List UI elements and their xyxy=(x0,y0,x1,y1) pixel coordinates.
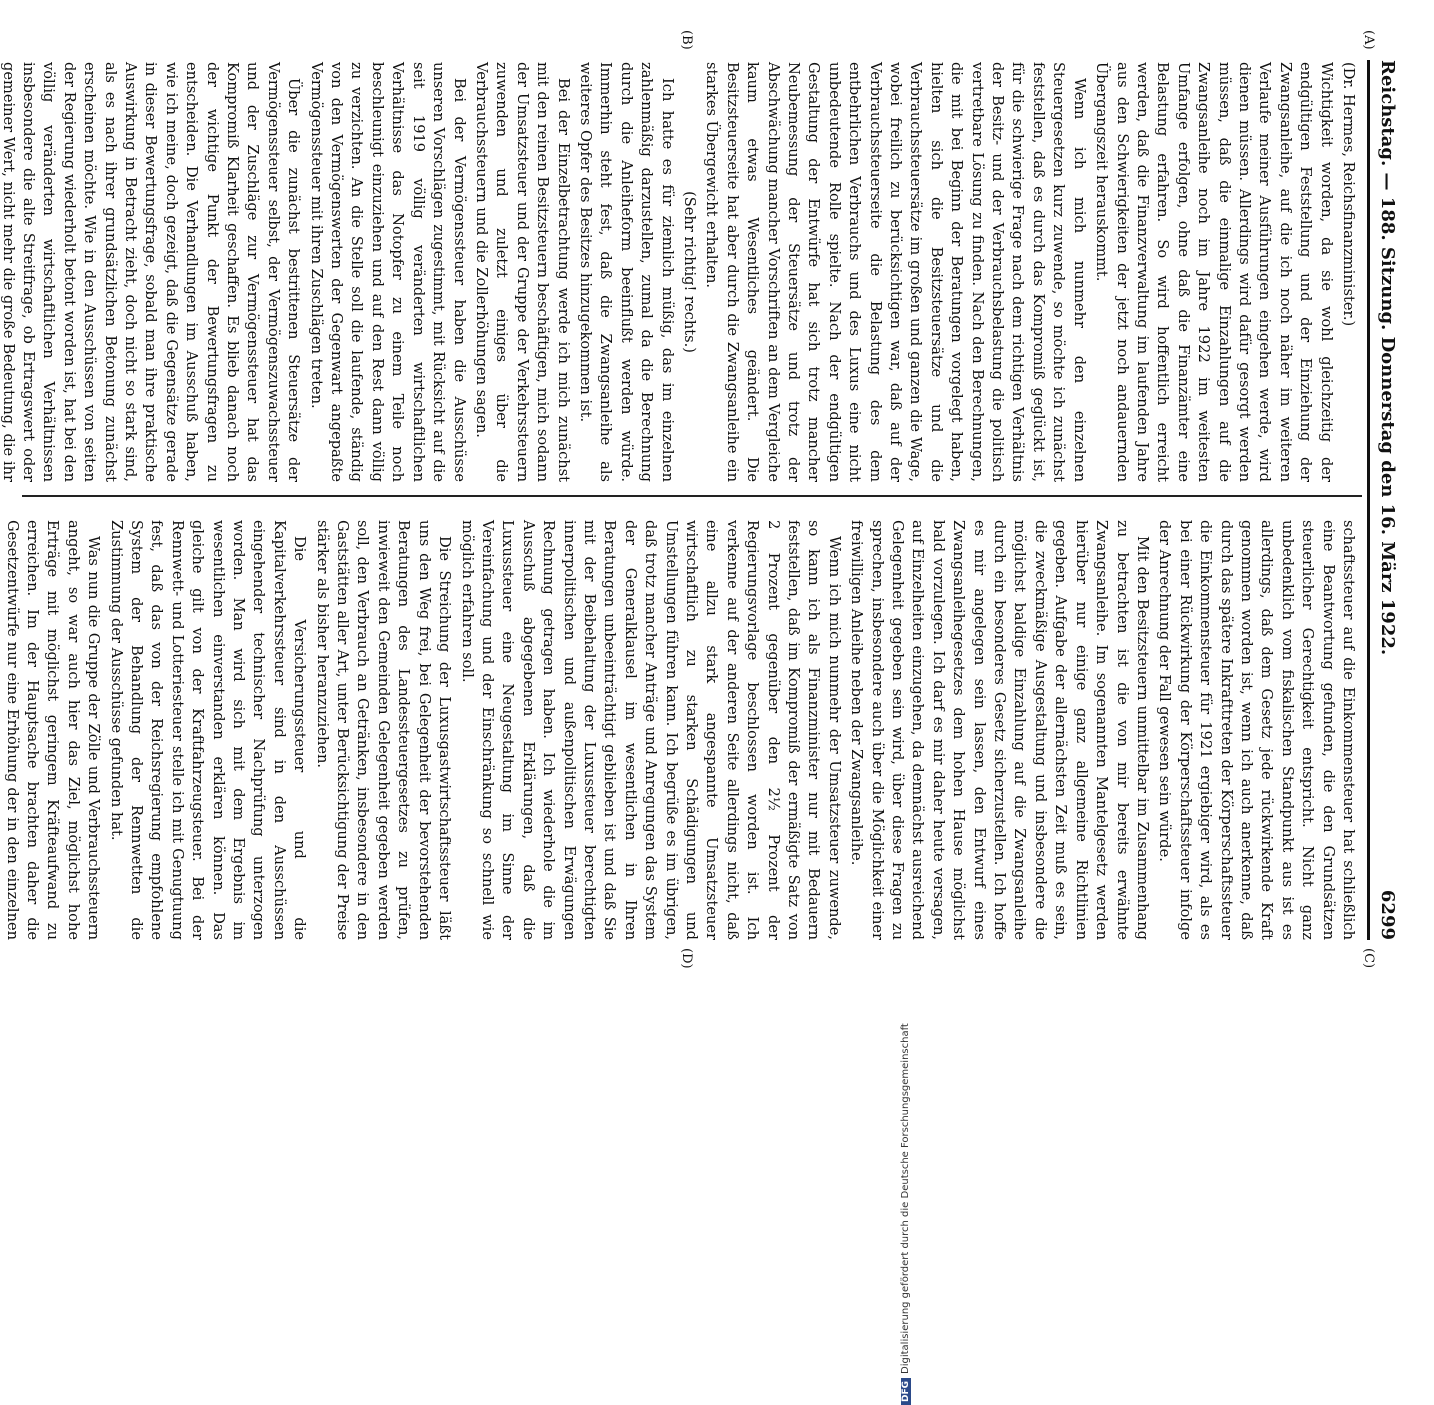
page-header xyxy=(1367,60,1404,940)
speaker-line: (Dr. Hermes, Reichsfinanzminister.) xyxy=(1340,62,1357,327)
left-column xyxy=(0,62,1358,482)
paragraph: Was nun die Gruppe der Zölle und Verbrauchssteuern angeht, so war auch hier das Ziel, möglichst hohe Erträge mit möglichst geringem Kräfteaufwand zu erreichen. Im der Hauptsache brachten daher die Gesetzentwürfe nur eine Erhöhung der in den einzelnen xyxy=(3,520,103,940)
right-column xyxy=(3,520,1358,940)
paragraph: Mit den Besitzsteuern unmittelbar im Zusammenhang zu betrachten ist die von mir bereits erwähnte Zwangsanleihe. Im sogenannten Mantelgesetz werden hierüber nur einige ganz allgemeine Richtlinien gegeben. Aufgabe der allernächsten Zeit muß es sein, die zweckmäßige Ausgestaltung und insbesondere die möglichst baldige Einzahlung auf die Zwangsanleihe durch ein besonderes Gesetz sicherzustellen. Ich hoffe es mir angelegen sein lassen, den Entwurf eines Zwangsanleihegesetzes dem hohen Hause möglichst bald vorzulegen. Ich darf es mir daher heute versagen, auf Einzelheiten einzugehen, da demnächst ausreichend Gelegenheit gegeben sein wird, über diese Fragen zu sprechen, insbesondere auch über die Möglichkeit einer freiwilligen Anleihe neben der Zwangsanleihe. xyxy=(848,520,1151,940)
digitization-text: Digitalisierung gefördert durch die Deutsche Forschungsgemeinschaft xyxy=(900,1023,911,1374)
margin-marker-b: (B) xyxy=(679,30,694,50)
page-number: 6299 xyxy=(1377,889,1398,940)
column-divider xyxy=(22,495,1362,497)
paragraph: Die Versicherungssteuer und die Kapitalverkehrssteuer sind in den Ausschüssen eingehender technischer Nachprüfung unterzogen worden. Man wird sich mit dem Ergebnis im wesentlichen einverstanden erklären können. Das gleiche gilt von der Kraftfahrzeugsteuer. Bei der Rennwett- und Lotteriesteuer stelle ich mit Genugtuung fest, daß das von der Reichsregierung empfohlene System der Behandlung der Rennwetten die Zustimmung der Ausschüsse gefunden hat. xyxy=(107,520,309,940)
paragraph: Die Streichung der Luxusgastwirtschaftssteuer läßt uns den Weg frei, bei Gelegenheit der bevorstehenden Beratungen des Landessteuergesetzes zu prüfen, inwieweit den Gemeinden Gelegenheit gegeben werden soll, den Verbrauch an Getränken, insbesondere in den Gaststätten aller Art, unter Berücksichtigung der Preise stärker als bisher heranzuziehen. xyxy=(313,520,454,940)
paragraph: Wichtigkeit worden, da sie wohl gleichzeitig der endgültigen Feststellung und der Einziehung der Zwangsanleihe, auf die ich noch näher im weiteren Verlaufe meiner Ausführungen eingehen werde, wird dienen müssen. Allerdings wird dafür gesorgt werden müssen, daß die einmalige Einzahlungen auf die Zwangsanleihe noch im Jahre 1922 im weitesten Umfange erfolgen, ohne daß die Finanzämter eine Belastung erfahren. So wird hoffentlich erreicht werden, daß die Finanzverwaltung im laufenden Jahre aus den Schwierigkeiten der jetzt noch andauernden Übergangszeit herauskommt. xyxy=(1093,62,1335,482)
paragraph: Bei der Einzelbetrachtung werde ich mich zunächst mit den reinen Besitzsteuern beschäftigen, mich sodann der Umsatzsteuer und der Gruppe der Verkehrssteuern zuwenden und zuletzt einiges über die Verbrauchssteuern und die Zollerhöhungen sagen. xyxy=(472,62,572,482)
paragraph: schaftssteuer auf die Einkommensteuer hat schließlich eine Beantwortung gefunden, die den Grundsätzen steuerlicher Gerechtigkeit entspricht. Nicht ganz unbedenklich vom fiskalischen Standpunkt aus ist es allerdings, daß dem Gesetz jede rückwirkende Kraft genommen worden ist, wenn ich auch anerkenne, daß durch das spätere Inkrafttreten der Körperschaftssteuer die Einkommensteuer für 1921 ergiebiger wird, als es bei einer Rückwirkung der Körperschaftssteuer infolge der Anrechnung der Fall gewesen sein würde. xyxy=(1156,520,1357,940)
interjection: (Sehr richtig! rechts.) xyxy=(681,191,698,353)
dfg-logo: DFG xyxy=(901,1378,911,1405)
paragraph: Ich hatte es für ziemlich müßig, das im einzelnen zahlenmäßig darzustellen, zumal da die Berechnung durch die Anleiheform beeinflußt werden würde. Immerhin steht fest, daß die Zwangsanleihe als weiteres Opfer des Besitzes hinzugekommen ist. xyxy=(576,62,676,482)
margin-marker-d: (D) xyxy=(679,948,694,969)
paragraph: Bei der Vermögenssteuer haben die Ausschüsse unseren Vorschlägen zugestimmt, mit Rücksicht auf die seit 1919 völlig veränderten wirtschaftlichen Verhältnisse das Notopfer zu einem Teile noch beschleunigt einzuziehen und auf den Rest dann völlig zu verzichten. An die Stelle soll die laufende, ständig von den Vermögenswerten der Gegenwart angepaßte Vermögenssteuer mit ihren Zuschlägen treten. xyxy=(307,62,468,482)
running-head: Reichstag. — 188. Sitzung. Donnerstag den 16. März 1922. xyxy=(1377,60,1398,656)
margin-marker-c: (C) xyxy=(1361,948,1376,969)
digitization-notice xyxy=(900,945,911,1405)
margin-marker-a: (A) xyxy=(1361,30,1376,50)
paragraph: Wenn ich mich nunmehr der Umsatzsteuer zuwende, so kann ich als Finanzminister nur mit Bedauern feststellen, daß im Kompromiß der ermäßigte Satz von 2 Prozent gegenüber den 2½ Prozent der Regierungsvorlage beschlossen worden ist. Ich verkenne auf der anderen Seite allerdings nicht, daß eine allzu stark angespannte Umsatzsteuer wirtschaftlich zu starken Schädigungen und Umstellungen führen kann. Ich begrüße es im übrigen, daß trotz mancher Anträge und Anregungen das System der Generalklausel im wesentlichen in Ihren Beratungen unbeeinträchtigt geblieben ist und daß Sie mit der Beibehaltung der Luxussteuer berechtigten innerpolitischen und außenpolitischen Erwägungen Rechnung getragen haben. Ich wiederhole die im Ausschuß abgegebenen Erklärungen, daß die Luxussteuer eine Neugestaltung im Sinne der Vereinfachung und der Einschränkung so schnell wie möglich erfahren soll. xyxy=(458,520,843,940)
paragraph: Wenn ich mich nunmehr den einzelnen Steuergesetzen kurz zuwende, so möchte ich zunächst feststellen, daß es durch das Kompromiß geglückt ist, für die schwierige Frage nach dem richtigen Verhältnis der Besitz- und der Verbrauchsbelastung die politisch vertretbare Lösung zu finden. Nach den Berechnungen, die mit bei Beginn der Beratungen vorgelegt haben, hielten sich die Besitzsteuersätze und die Verbrauchssteuersätze im großen und ganzen die Wage, wobei freilich zu berücksichtigen war, daß auf der Verbrauchssteuerseite die Belastung des dem entbehrlichen Verbrauchs und des Luxus eine nicht unbedeutende Rolle spielte. Nach der endgültigen Gestaltung der Entwürfe hat sich trotz mancher Neubemessung der Steuersätze und trotz der Abschwächung mancher Vorschriften an dem Vergleiche kaum etwas Wesentliches geändert. Die Besitzsteuerseite hat aber durch die Zwangsanleihe ein starkes Übergewicht erhalten. xyxy=(703,62,1088,482)
paragraph: Über die zunächst bestrittenen Steuersätze der Vermögenssteuer selbst, der Vermögenszuwachssteuer und der Zuschläge zur Vermögenssteuer hat das Kompromiß Klarheit geschaffen. Es blieb danach noch der wichtige Punkt der Bewertungsfragen zu entscheiden. Die Verhandlungen im Ausschuß haben, wie ich meine, doch gezeigt, daß die Gegensätze gerade in dieser Bewertungsfrage, sobald man ihre praktische Auswirkung in Betracht zieht, doch nicht so stark sind, als es nach ihrer grundsätzlichen Betonung zunächst erscheinen möchte. Wie in den Ausschüssen von seiten der Regierung wiederholt betont worden ist, hat bei den völlig veränderten wirtschaftlichen Verhältnissen insbesondere die alte Streitfrage, ob Ertragswert oder gemeiner Wert, nicht mehr die große Bedeutung, die ihr xyxy=(0,62,303,482)
